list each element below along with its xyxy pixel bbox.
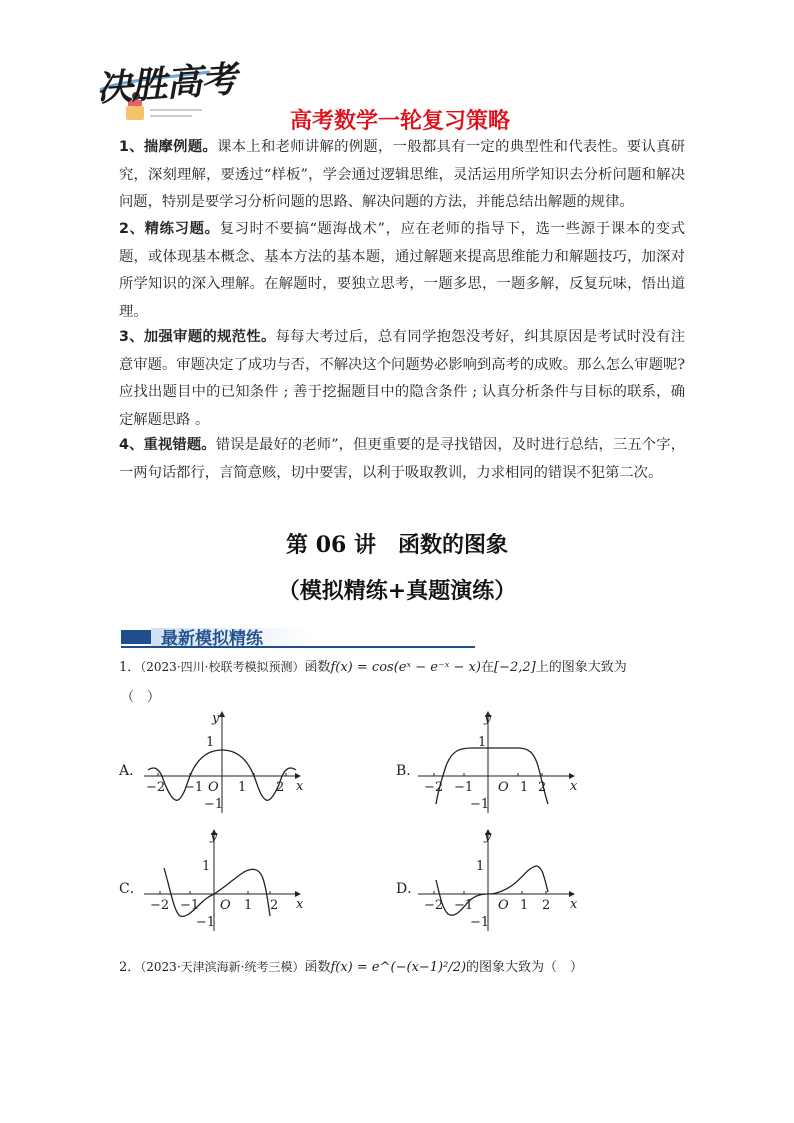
section-title: 最新模拟精练 [161,629,263,649]
tick-label: 1 [520,898,529,913]
strategy-lead: 3、加强审题的规范性。 [119,329,276,345]
option-b-label: B． [396,763,421,779]
tick-label: 2 [542,898,551,913]
question-number: 2． [119,960,141,975]
strategy-lead: 4、重视错题。 [119,437,216,453]
tick-label: −1 [184,780,204,795]
strategy-body: 错误是最好的老师”，但更重要的是寻找错因，及时进行总结，三五个字，一两句话都行，言简意赅，切中要害，以利于吸取教训，力求相同的错误不犯第二次。 [119,437,685,481]
question-text: 函数 [304,660,331,675]
tick-label: −2 [146,780,166,795]
option-d-graph [414,826,584,936]
tick-label: 2 [270,898,279,913]
option-d-label: D． [396,881,422,897]
origin-label: O [220,898,231,913]
axis-label-y: y [212,711,220,726]
origin-label: O [498,898,509,913]
strategy-paragraph-4 [119,432,685,487]
strategy-body: 课本上和老师讲解的例题，一般都具有一定的典型性和代表性。要认真研究，深刻理解，要透过“样板”，学会通过逻辑思维，灵活运用所学知识去分析问题和解决问题，特别是要学习分析问题的思路、解决问题的方法，并能总结出解题的规律。 [119,139,686,210]
tick-label: 1 [476,859,485,874]
origin-label: O [208,780,219,795]
strategy-paragraph-1 [119,134,685,217]
tick-label: −2 [424,898,444,913]
tick-label: 1 [238,780,247,795]
page-title: 高考数学一轮复习策略 [289,109,510,134]
question-text: 在 [480,660,494,675]
tick-label: −2 [150,898,170,913]
question-2 [119,956,583,975]
option-a-label: A． [119,763,144,779]
tick-label: −1 [454,898,474,913]
function-curve [436,866,551,915]
answer-blank: （ ） [121,690,161,705]
question-text: 的图象大致为（ ） [466,960,584,975]
question-text: 上的图象大致为 [535,660,627,675]
tick-label: −1 [180,898,200,913]
tick-label: 2 [538,780,547,795]
strategy-body: 复习时不要搞“题海战术”，应在老师的指导下，选一些源于课本的变式题，或体现基本概念、基本方法的基本题，通过解题来提高思维能力和解题技巧，加深对所学知识的深入理解。在解题时，要独立思考，一题多思，一题多解，反复玩味，悟出道理。 [119,221,685,320]
axis-label-y: y [210,829,218,844]
strategy-paragraph-2 [119,216,685,326]
tick-label: 1 [244,898,253,913]
tick-label: −1 [470,915,490,930]
option-b-graph [414,708,584,818]
question-source: （2023·四川·校联考模拟预测） [140,660,305,674]
option-c-label: C． [119,881,144,897]
question-formula: f(x) = cos(eˣ − e⁻ˣ − x) [330,660,481,675]
section-banner [121,624,475,648]
lesson-subtitle: （模拟精练+真题演练） [277,578,517,604]
question-source: （2023·天津滨海新·统考三模） [140,960,305,974]
tick-label: −1 [196,915,216,930]
question-text: 函数 [304,960,331,975]
tick-label: 1 [520,780,529,795]
axis-label-x: x [570,897,578,912]
tick-label: −1 [204,797,224,812]
axis-label-x: x [296,897,304,912]
question-interval: [−2,2] [493,660,536,675]
option-a-graph [140,708,310,818]
question-formula: f(x) = e^(−(x−1)²/2) [330,960,467,975]
strategy-lead: 2、精练习题。 [119,221,220,237]
logo-text: 决胜高考 [94,59,238,110]
question-number: 1． [119,660,141,675]
axis-label-y: y [484,829,492,844]
tick-label: 2 [276,780,285,795]
origin-label: O [498,780,509,795]
strategy-lead: 1、揣摩例题。 [119,139,218,155]
tick-label: −1 [470,797,490,812]
tick-label: 1 [206,735,215,750]
tick-label: −1 [454,780,474,795]
strategy-body: 每每大考过后，总有同学抱怨没考好，纠其原因是考试时没有注意审题。审题决定了成功与否，不解决这个问题势必影响到高考的成败。那么怎么审题呢? 应找出题目中的已知条件 ; 善于挖掘题目中的隐含条件 ; 认真分析条件与目标的联系，确定解题思路 。 [119,329,686,428]
axis-label-y: y [484,711,492,726]
axis-label-x: x [570,779,578,794]
lesson-title: 第 06 讲 函数的图象 [286,532,508,558]
tick-label: −2 [424,780,444,795]
tick-label: 1 [478,735,487,750]
axis-label-x: x [296,779,304,794]
tick-label: 1 [202,859,211,874]
option-c-graph [140,826,310,936]
question-1 [119,656,627,675]
strategy-paragraph-3 [119,324,685,434]
